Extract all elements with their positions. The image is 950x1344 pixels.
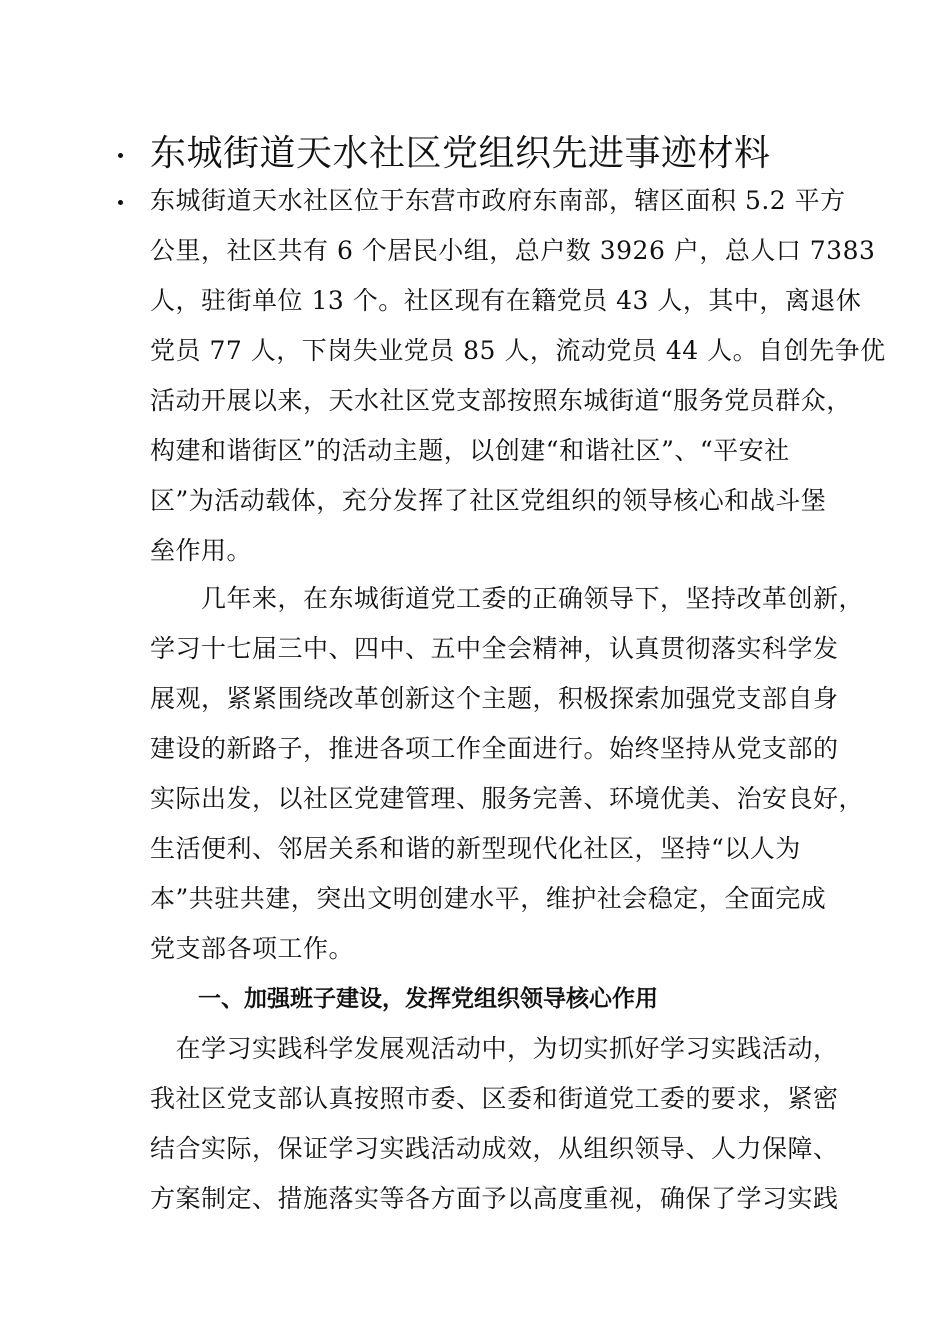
text-line: 垒作用。 — [150, 536, 253, 565]
text-line: 学习十七届三中、四中、五中全会精神，认真贯彻落实科学发 — [150, 634, 839, 663]
text-line: 构建和谐街区”的活动主题，以创建“和谐社区”、“平安社 — [150, 436, 790, 465]
text-line: 人，驻街单位 13 个。社区现有在籍党员 43 人，其中，离退休 — [150, 286, 862, 315]
text-line: 公里，社区共有 6 个居民小组，总户数 3926 户，总人口 7383 — [150, 236, 876, 265]
text-line: 方案制定、措施落实等各方面予以高度重视，确保了学习实践 — [150, 1184, 839, 1213]
text-line: 建设的新路子，推进各项工作全面进行。始终坚持从党支部的 — [150, 734, 839, 763]
text-line: 展观，紧紧围绕改革创新这个主题，积极探索加强党支部自身 — [150, 684, 839, 713]
document-title: 东城街道天水社区党组织先进事迹材料 — [150, 133, 771, 174]
title-bullet — [118, 153, 126, 161]
text-line: 区”为活动载体，充分发挥了社区党组织的领导核心和战斗堡 — [150, 486, 827, 515]
text-line: 在学习实践科学发展观活动中，为切实抓好学习实践活动， — [150, 1034, 839, 1063]
text-line: 几年来，在东城街道党工委的正确领导下，坚持改革创新， — [150, 584, 865, 613]
text-line: 党员 77 人，下岗失业党员 85 人，流动党员 44 人。自创先争优 — [150, 336, 886, 365]
text-line: 我社区党支部认真按照市委、区委和街道党工委的要求，紧密 — [150, 1084, 839, 1113]
text-line: 生活便利、邻居关系和谐的新型现代化社区，坚持“以人为 — [150, 834, 801, 863]
section-heading: 一、加强班子建设，发挥党组织领导核心作用 — [198, 986, 658, 1012]
text-line: 党支部各项工作。 — [150, 934, 355, 963]
paragraph-bullet — [118, 200, 126, 208]
text-line: 东城街道天水社区位于东营市政府东南部，辖区面积 5.2 平方 — [150, 186, 846, 215]
text-line: 结合实际，保证学习实践活动成效，从组织领导、人力保障、 — [150, 1134, 839, 1163]
text-line: 本”共驻共建，突出文明创建水平，维护社会稳定，全面完成 — [150, 884, 827, 913]
text-line: 实际出发，以社区党建管理、服务完善、环境优美、治安良好， — [150, 784, 865, 813]
text-line: 活动开展以来，天水社区党支部按照东城街道“服务党员群众， — [150, 386, 852, 415]
